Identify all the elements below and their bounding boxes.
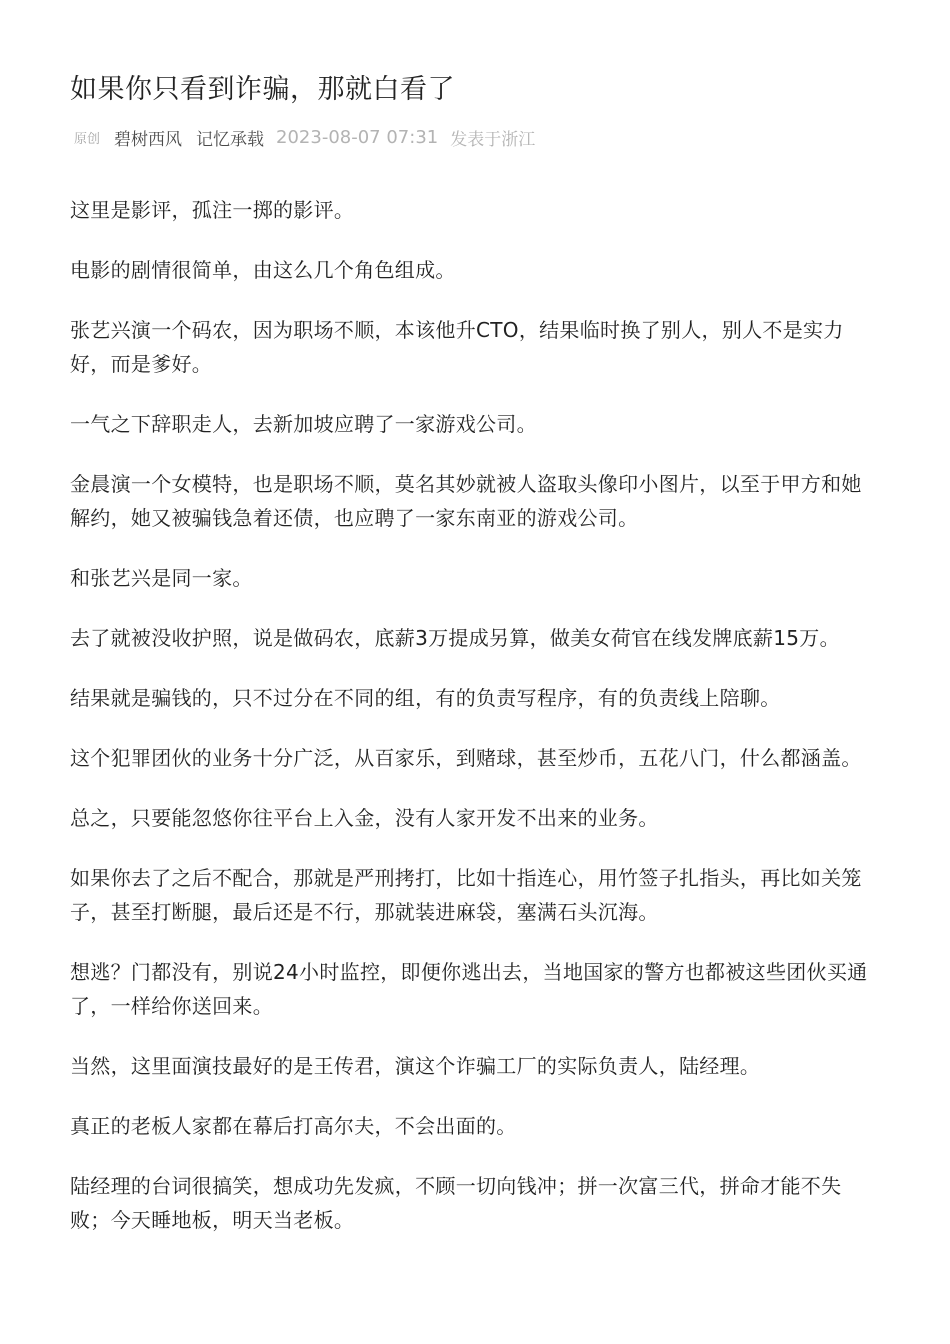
paragraph: 总之，只要能忽悠你往平台上入金，没有人家开发不出来的业务。: [70, 806, 659, 830]
article-title: 如果你只看到诈骗，那就白看了: [70, 74, 455, 105]
paragraph: 张艺兴演一个码农，因为职场不顺，本该他升CTO，结果临时换了别人，别人不是实力好，而是爹好。: [70, 318, 844, 376]
publish-location: 发表于浙江: [450, 129, 536, 150]
paragraph: 真正的老板人家都在幕后打高尔夫，不会出面的。: [70, 1114, 517, 1138]
paragraph: 结果就是骗钱的，只不过分在不同的组，有的负责写程序，有的负责线上陪聊。: [70, 686, 781, 710]
paragraph: 想逃？门都没有，别说24小时监控，即便你逃出去，当地国家的警方也都被这些团伙买通了，一样给你送回来。: [70, 960, 868, 1018]
paragraph: 当然，这里面演技最好的是王传君，演这个诈骗工厂的实际负责人，陆经理。: [70, 1054, 761, 1078]
paragraph: 陆经理的台词很搞笑，想成功先发疯，不顾一切向钱冲；拼一次富三代，拼命才能不失败；今天睡地板，明天当老板。: [70, 1174, 842, 1232]
paragraph: 电影的剧情很简单，由这么几个角色组成。: [70, 258, 456, 282]
paragraph: 这里是影评，孤注一掷的影评。: [70, 198, 355, 222]
publish-time: 2023-08-07 07:31: [276, 126, 439, 148]
article-meta: [70, 123, 880, 151]
paragraph: 金晨演一个女模特，也是职场不顺，莫名其妙就被人盗取头像印小图片，以至于甲方和她解约，她又被骗钱急着还债，也应聘了一家东南亚的游戏公司。: [70, 472, 862, 530]
account-name-link[interactable]: 记忆承载: [196, 129, 265, 150]
original-badge: 原创: [74, 131, 101, 147]
paragraph: 如果你去了之后不配合，那就是严刑拷打，比如十指连心，用竹签子扎指头，再比如关笼子，甚至打断腿，最后还是不行，那就装进麻袋，塞满石头沉海。: [70, 866, 862, 924]
author-link[interactable]: 碧树西风: [114, 129, 183, 150]
paragraph: 去了就被没收护照，说是做码农，底薪3万提成另算，做美女荷官在线发牌底薪15万。: [70, 626, 840, 650]
article-content: [70, 193, 880, 1237]
paragraph: 和张艺兴是同一家。: [70, 566, 253, 590]
paragraph: 一气之下辞职走人，去新加坡应聘了一家游戏公司。: [70, 412, 537, 436]
paragraph: 这个犯罪团伙的业务十分广泛，从百家乐，到赌球，甚至炒币，五花八门，什么都涵盖。: [70, 746, 862, 770]
